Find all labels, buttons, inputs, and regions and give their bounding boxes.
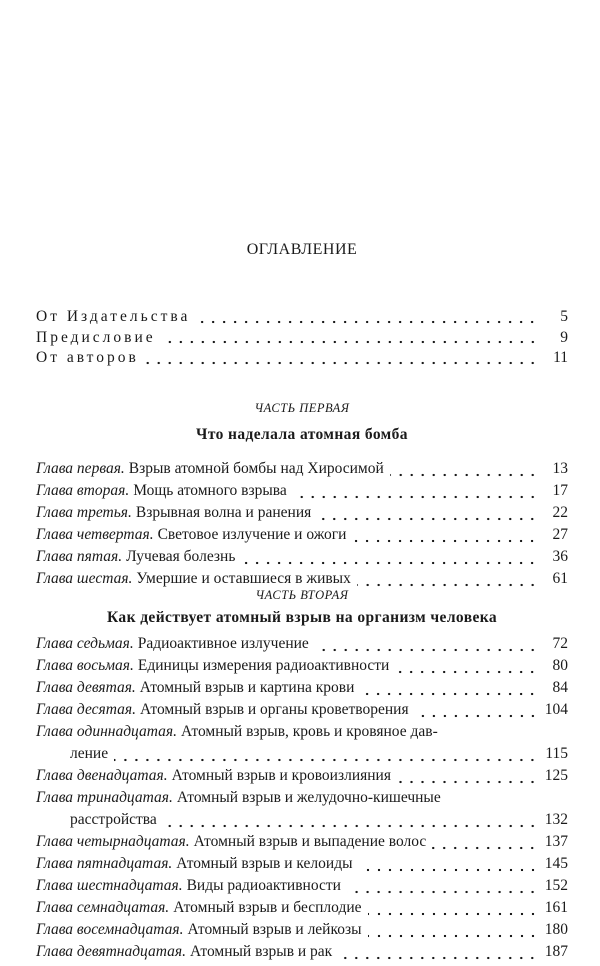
dot-leader (114, 758, 538, 762)
dot-leader (368, 912, 538, 916)
page-number: 5 (560, 308, 568, 325)
toc-entry[interactable] (36, 877, 568, 899)
chapter-number: Глава пятая. (36, 548, 123, 565)
front-matter-list (36, 308, 568, 370)
page-number: 125 (544, 767, 568, 784)
chapter-title: Атомный взрыв и желудочно-кишечные (176, 789, 441, 806)
toc-entry[interactable] (36, 679, 568, 701)
toc-entry[interactable] (36, 921, 568, 943)
toc-entry[interactable] (36, 767, 568, 789)
chapter-title: Световое излучение и ожоги (157, 526, 347, 543)
toc-entry[interactable] (36, 701, 568, 723)
dot-leader (368, 934, 538, 938)
chapter-title: Атомный взрыв и келоиды (176, 855, 353, 872)
chapter-number: Глава тринадцатая. (36, 789, 173, 806)
dot-leader (415, 714, 538, 718)
page-number: 36 (552, 548, 568, 565)
dot-leader (293, 495, 538, 499)
chapter-title: Лучевая болезнь (126, 548, 236, 565)
page-number: 180 (544, 921, 568, 938)
page-title: ОГЛАВЛЕНИЕ (246, 241, 358, 258)
page-number: 145 (544, 855, 568, 872)
dot-leader (432, 846, 538, 850)
toc-entry[interactable] (36, 833, 568, 855)
dot-leader (317, 517, 538, 521)
chapter-title: Взрыв атомной бомбы над Хиросимой (128, 460, 384, 477)
toc-entry[interactable] (36, 460, 568, 482)
dot-leader (357, 583, 538, 587)
dot-leader (145, 361, 538, 365)
dot-leader (359, 868, 539, 872)
page-number: 27 (552, 526, 568, 543)
page-number: 11 (553, 349, 568, 366)
chapter-title-continuation: ление (70, 745, 109, 762)
dot-leader (397, 780, 538, 784)
chapter-number: Глава четвертая. (36, 526, 154, 543)
page-number: 17 (552, 482, 568, 499)
toc-entry[interactable] (36, 943, 568, 965)
toc-entry[interactable] (36, 635, 568, 657)
chapter-number: Глава десятая. (36, 701, 136, 718)
chapter-number: Глава вторая. (36, 482, 130, 499)
chapter-title: Атомный взрыв и кровоизлияния (171, 767, 391, 784)
page-number: 104 (544, 701, 568, 718)
chapter-number: Глава первая. (36, 460, 125, 477)
chapter-list (36, 460, 568, 592)
chapter-title: Радиоактивное излучение (137, 635, 309, 652)
chapter-title: Атомный взрыв и лейкозы (187, 921, 362, 938)
part-title: Как действует атомный взрыв на организм человека (107, 609, 497, 626)
dot-leader (360, 692, 538, 696)
chapter-title: Атомный взрыв и выпадение волос (193, 833, 427, 850)
chapter-number: Глава шестнадцатая. (36, 877, 183, 894)
chapter-title: Атомный взрыв и картина крови (139, 679, 355, 696)
toc-entry[interactable] (36, 723, 568, 745)
page-number: 115 (545, 745, 568, 762)
dot-leader (395, 670, 538, 674)
dot-leader (315, 648, 538, 652)
page-number: 187 (544, 943, 568, 960)
page-number: 9 (560, 328, 568, 346)
chapter-number: Глава одиннадцатая. (36, 723, 177, 740)
chapter-number: Глава седьмая. (36, 635, 134, 652)
toc-entry[interactable] (36, 855, 568, 877)
chapter-number: Глава семнадцатая. (36, 899, 170, 916)
chapter-number: Глава третья. (36, 504, 132, 521)
page-number: 132 (544, 811, 568, 828)
dot-leader (162, 340, 538, 344)
part-label: ЧАСТЬ ВТОРАЯ (255, 588, 349, 602)
dot-leader (241, 561, 538, 565)
dot-leader (352, 539, 538, 543)
chapter-number: Глава двенадцатая. (36, 767, 168, 784)
page-number: 161 (544, 899, 568, 916)
toc-entry[interactable] (36, 504, 568, 526)
part-label: ЧАСТЬ ПЕРВАЯ (254, 401, 350, 415)
chapter-title: Взрывная волна и ранения (135, 504, 312, 521)
toc-entry-continuation[interactable] (36, 811, 568, 833)
chapter-title: Виды радиоактивности (186, 877, 341, 894)
toc-entry[interactable] (36, 548, 568, 570)
page-number: 72 (552, 635, 568, 652)
toc-entry-continuation[interactable] (36, 745, 568, 767)
toc-entry[interactable] (36, 482, 568, 504)
chapter-title-continuation: расстройства (70, 811, 157, 828)
chapter-title: Атомный взрыв и рак (189, 943, 333, 960)
toc-entry[interactable] (36, 899, 568, 921)
chapter-number: Глава четырнадцатая. (36, 833, 190, 850)
page-number: 80 (552, 657, 568, 674)
entry-label: От Издательства (36, 308, 191, 325)
page-number: 22 (552, 504, 568, 521)
chapter-number: Глава девятнадцатая. (36, 943, 186, 960)
toc-entry[interactable] (36, 308, 568, 329)
page-number: 61 (552, 570, 568, 587)
chapter-title: Единицы измерения радиоактивности (137, 657, 390, 674)
page-number: 137 (544, 833, 568, 850)
chapter-number: Глава девятая. (36, 679, 136, 696)
dot-leader (163, 824, 538, 828)
toc-entry[interactable] (36, 657, 568, 679)
toc-entry[interactable] (36, 349, 568, 370)
chapter-title: Атомный взрыв и бесплодие (173, 899, 362, 916)
chapter-title: Атомный взрыв, кровь и кровяное дав- (180, 723, 438, 740)
entry-label: От авторов (36, 349, 139, 366)
chapter-number: Глава пятнадцатая. (36, 855, 173, 872)
chapter-title: Атомный взрыв и органы кроветворения (139, 701, 409, 718)
page-number: 84 (552, 679, 568, 696)
dot-leader (347, 890, 538, 894)
chapter-title: Мощь атомного взрыва (133, 482, 287, 499)
dot-leader (196, 320, 538, 324)
dot-leader (338, 956, 538, 960)
dot-leader (390, 473, 538, 477)
page-number: 13 (552, 460, 568, 477)
chapter-number: Глава шестая. (36, 570, 133, 587)
toc-entry[interactable] (36, 789, 568, 811)
part-title: Что наделала атомная бомба (196, 426, 408, 443)
toc-entry[interactable] (36, 329, 568, 350)
chapter-title: Умершие и оставшиеся в живых (136, 570, 351, 587)
chapter-list (36, 635, 568, 965)
entry-label: Предисловие (36, 328, 156, 346)
toc-entry[interactable] (36, 526, 568, 548)
chapter-number: Глава восьмая. (36, 657, 134, 674)
chapter-number: Глава восемнадцатая. (36, 921, 184, 938)
page-number: 152 (544, 877, 568, 894)
